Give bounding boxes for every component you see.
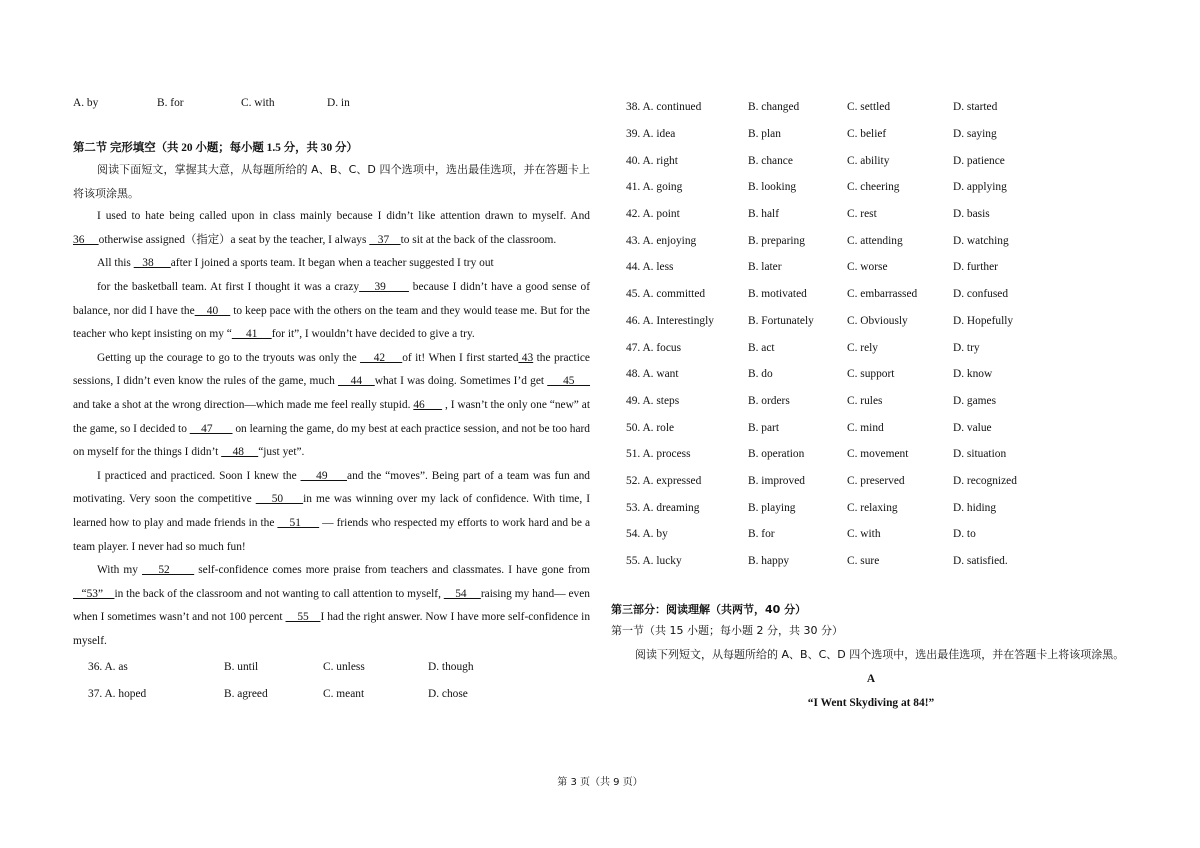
blank-number: 40	[194, 304, 231, 317]
question-option: C. ability	[847, 154, 890, 167]
question-option: B. orders	[748, 394, 790, 407]
blank-number: 55	[285, 611, 321, 624]
question-36-a: 36. A. as	[88, 660, 128, 673]
question-row	[611, 441, 1131, 468]
question-option: D. value	[953, 421, 992, 434]
passage-text: in the back of the classroom and not wanting to call attention to myself,	[114, 587, 444, 600]
blank-number: 51	[277, 516, 320, 529]
question-option: 44. A. less	[626, 261, 674, 274]
question-option: B. looking	[748, 181, 797, 194]
question-option: C. sure	[847, 555, 880, 568]
question-37-a: 37. A. hoped	[88, 687, 147, 700]
question-option: C. preserved	[847, 474, 905, 487]
question-36-d: D. though	[428, 660, 474, 673]
page-footer: 第 3 页（共 9 页）	[557, 777, 643, 788]
question-option: B. Fortunately	[748, 314, 814, 327]
blank-number: 44	[337, 375, 375, 388]
question-option: D. Hopefully	[953, 314, 1014, 327]
question-option: B. changed	[748, 101, 800, 114]
passage-text: and the “moves”. Being part of a team was fun and motivating. Very soon the competitive	[73, 469, 590, 506]
passage-text: , I wasn’t the only one “new” at the game, so I decided to	[73, 398, 590, 435]
question-option: 46. A. Interestingly	[626, 314, 714, 327]
passage-paragraph	[73, 465, 590, 559]
blank-number: 36	[73, 233, 99, 246]
question-option: B. improved	[748, 474, 805, 487]
passage-text: and take a shot at the wrong direction—which made me feel really stupid.	[73, 398, 414, 411]
question-row	[611, 227, 1131, 254]
passage-text: what I was doing. Sometimes I’d get	[374, 375, 548, 388]
question-option: D. try	[953, 341, 980, 354]
question-option: D. started	[953, 101, 998, 114]
question-row	[611, 521, 1131, 548]
passage-text: I practiced and practiced. Soon I knew the	[97, 469, 301, 482]
part3-section1: 第一节（共 15 小题；每小题 2 分，共 30 分）	[611, 624, 843, 638]
question-option: B. part	[748, 421, 780, 434]
question-option: 53. A. dreaming	[626, 501, 700, 514]
question-row	[611, 334, 1131, 361]
passage-text: Getting up the courage to go to the tryouts was only the	[97, 351, 361, 364]
passage-text: raising my hand— even when I sometimes wasn’t and not 100 percent	[73, 587, 590, 624]
question-option: C. support	[847, 368, 895, 381]
blank-number: 37	[369, 233, 401, 246]
question-option: 48. A. want	[626, 368, 679, 381]
question-option: 55. A. lucky	[626, 555, 682, 568]
question-option: D. hiding	[953, 501, 997, 514]
passage-text: after I joined a sports team. It began when a teacher suggested I try out	[170, 257, 494, 270]
question-option: D. to	[953, 528, 976, 541]
part3-title: 第三部分：阅读理解（共两节，40 分）	[611, 603, 807, 617]
question-row	[611, 174, 1131, 201]
question-option: D. confused	[953, 288, 1009, 301]
blank-number: 46	[413, 398, 443, 411]
question-row	[611, 94, 1131, 121]
blank-number: 39	[359, 280, 409, 293]
top-options-row	[73, 94, 590, 112]
question-option: 41. A. going	[626, 181, 683, 194]
question-option: D. applying	[953, 181, 1007, 194]
passage-paragraph	[73, 559, 590, 653]
question-option: B. playing	[748, 501, 796, 514]
question-row	[611, 388, 1131, 415]
question-option: B. chance	[748, 154, 793, 167]
passage-paragraph	[73, 252, 590, 276]
blank-number: “53”	[73, 587, 115, 600]
question-option: D. basis	[953, 208, 990, 221]
question-option: C. attending	[847, 234, 903, 247]
section2-title: 第二节 完形填空（共 20 小题；每小题 1.5 分，共 30 分）	[73, 142, 358, 154]
question-option: D. games	[953, 394, 997, 407]
cloze-passage	[73, 205, 590, 653]
question-option: C. rest	[847, 208, 877, 221]
passage-text: “just yet”.	[258, 446, 305, 459]
question-option: B. for	[748, 528, 775, 541]
question-option: C. mind	[847, 421, 884, 434]
question-option: B. preparing	[748, 234, 805, 247]
blank-number: 38	[133, 257, 171, 270]
question-option: C. rules	[847, 394, 883, 407]
question-row	[611, 414, 1131, 441]
question-row	[611, 121, 1131, 148]
question-option: D. saying	[953, 128, 997, 141]
question-option: 43. A. enjoying	[626, 234, 697, 247]
question-option: 47. A. focus	[626, 341, 682, 354]
blank-number: 42	[360, 351, 403, 364]
passage-text: I had the right answer. Now I have more self-confidence in myself.	[73, 611, 591, 647]
passage-paragraph	[73, 276, 590, 347]
blank-number: 43	[518, 351, 534, 364]
question-option: B. half	[748, 208, 780, 221]
question-row	[73, 680, 590, 707]
passage-paragraph	[73, 347, 590, 465]
passage-text: for it”, I wouldn’t have decided to give a try.	[271, 328, 475, 341]
passage-text: in me was winning over my lack of confidence. With time, I learned how to play and made friends in the	[73, 493, 590, 529]
passage-text: I used to hate being called upon in class mainly because I didn’t like attention drawn to myself. And	[97, 210, 590, 223]
question-row	[611, 201, 1131, 228]
passage-text: on learning the game, do my best at each practice session, and not be too hard on myself for the things I didn’t	[73, 422, 591, 459]
question-option: 52. A. expressed	[626, 474, 702, 487]
question-option: 45. A. committed	[626, 288, 706, 301]
right-question-list	[611, 94, 1131, 574]
question-row	[611, 147, 1131, 174]
question-option: 49. A. steps	[626, 394, 680, 407]
question-row	[611, 281, 1131, 308]
passage-text: to sit at the back of the classroom.	[400, 233, 557, 246]
question-row	[611, 254, 1131, 281]
question-option: D. watching	[953, 234, 1009, 247]
question-36-c: C. unless	[323, 660, 365, 673]
question-37-b: B. agreed	[224, 687, 268, 700]
blank-number: 54	[443, 587, 481, 600]
question-option: C. movement	[847, 448, 909, 461]
passage-text: — friends who respected my efforts to work hard and be a team player. I never had so much fun!	[73, 516, 591, 553]
question-36-b: B. until	[224, 660, 259, 673]
part3-instruction: 阅读下列短文，从每题所给的 A、B、C、D 四个选项中，选出最佳选项，并在答题卡上将该项涂黑。	[635, 648, 1125, 662]
question-option: C. cheering	[847, 181, 900, 194]
question-option: B. motivated	[748, 288, 807, 301]
question-row	[611, 361, 1131, 388]
option-b: B. for	[157, 97, 184, 109]
question-option: D. recognized	[953, 474, 1017, 487]
question-37-c: C. meant	[323, 687, 365, 700]
passage-title: “I Went Skydiving at 84!”	[807, 697, 935, 710]
question-option: C. settled	[847, 101, 891, 114]
blank-number: 45	[547, 375, 591, 388]
question-row	[611, 308, 1131, 335]
question-option: C. embarrassed	[847, 288, 918, 301]
passage-letter: A	[866, 673, 876, 686]
left-column	[73, 94, 590, 707]
question-option: C. rely	[847, 341, 879, 354]
question-option: D. satisfied.	[953, 555, 1008, 568]
question-option: B. plan	[748, 128, 781, 141]
question-option: 51. A. process	[626, 448, 691, 461]
blank-number: 49	[300, 469, 348, 482]
blank-number: 48	[221, 446, 259, 459]
passage-text: self-confidence comes more praise from teachers and classmates. I have gone from	[194, 564, 590, 577]
passage-text: for the basketball team. At first I thought it was a crazy	[97, 280, 360, 293]
question-option: C. worse	[847, 261, 888, 274]
question-option: 38. A. continued	[626, 101, 702, 114]
right-column	[611, 94, 1131, 715]
left-question-list	[73, 653, 590, 707]
question-option: B. act	[748, 341, 775, 354]
option-d: D. in	[327, 97, 350, 109]
passage-text: All this	[97, 257, 134, 270]
passage-text: of it! When I first started	[402, 351, 519, 364]
blank-number: 41	[231, 328, 272, 341]
passage-paragraph	[73, 205, 590, 252]
question-row	[73, 653, 590, 680]
question-option: C. Obviously	[847, 314, 908, 327]
passage-text: otherwise assigned（指定）a seat by the teacher, I always	[98, 233, 370, 246]
blank-number: 52	[142, 564, 195, 577]
question-37-d: D. chose	[428, 687, 468, 700]
question-option: 39. A. idea	[626, 128, 676, 141]
question-option: D. patience	[953, 154, 1005, 167]
passage-text: because I didn’t have a good sense of balance, nor did I have the	[73, 280, 591, 317]
question-option: B. happy	[748, 555, 790, 568]
question-row	[611, 548, 1131, 575]
question-option: 50. A. role	[626, 421, 675, 434]
question-option: D. know	[953, 368, 993, 381]
question-option: C. relaxing	[847, 501, 898, 514]
option-a: A. by	[73, 97, 99, 109]
question-option: 40. A. right	[626, 154, 678, 167]
question-option: C. with	[847, 528, 881, 541]
question-option: C. belief	[847, 128, 887, 141]
question-option: B. operation	[748, 448, 805, 461]
question-option: 54. A. by	[626, 528, 668, 541]
question-option: D. further	[953, 261, 998, 274]
question-row	[611, 468, 1131, 495]
passage-text: to keep pace with the others on the team and they would tease me. But for the teacher who kept insisting on my “	[73, 304, 590, 341]
option-c: C. with	[241, 97, 275, 109]
question-option: D. situation	[953, 448, 1007, 461]
question-option: B. do	[748, 368, 773, 381]
question-option: 42. A. point	[626, 208, 680, 221]
question-row	[611, 494, 1131, 521]
blank-number: 50	[255, 493, 304, 506]
passage-text: With my	[97, 564, 143, 577]
passage-text: the practice sessions, I didn’t even know the rules of the game, much	[73, 351, 590, 388]
section2-instruction: 阅读下面短文，掌握其大意，从每题所给的 A、B、C、D 四个选项中，选出最佳选项，并在答题卡上将该项涂黑。	[73, 163, 590, 200]
question-option: B. later	[748, 261, 782, 274]
blank-number: 47	[189, 422, 233, 435]
